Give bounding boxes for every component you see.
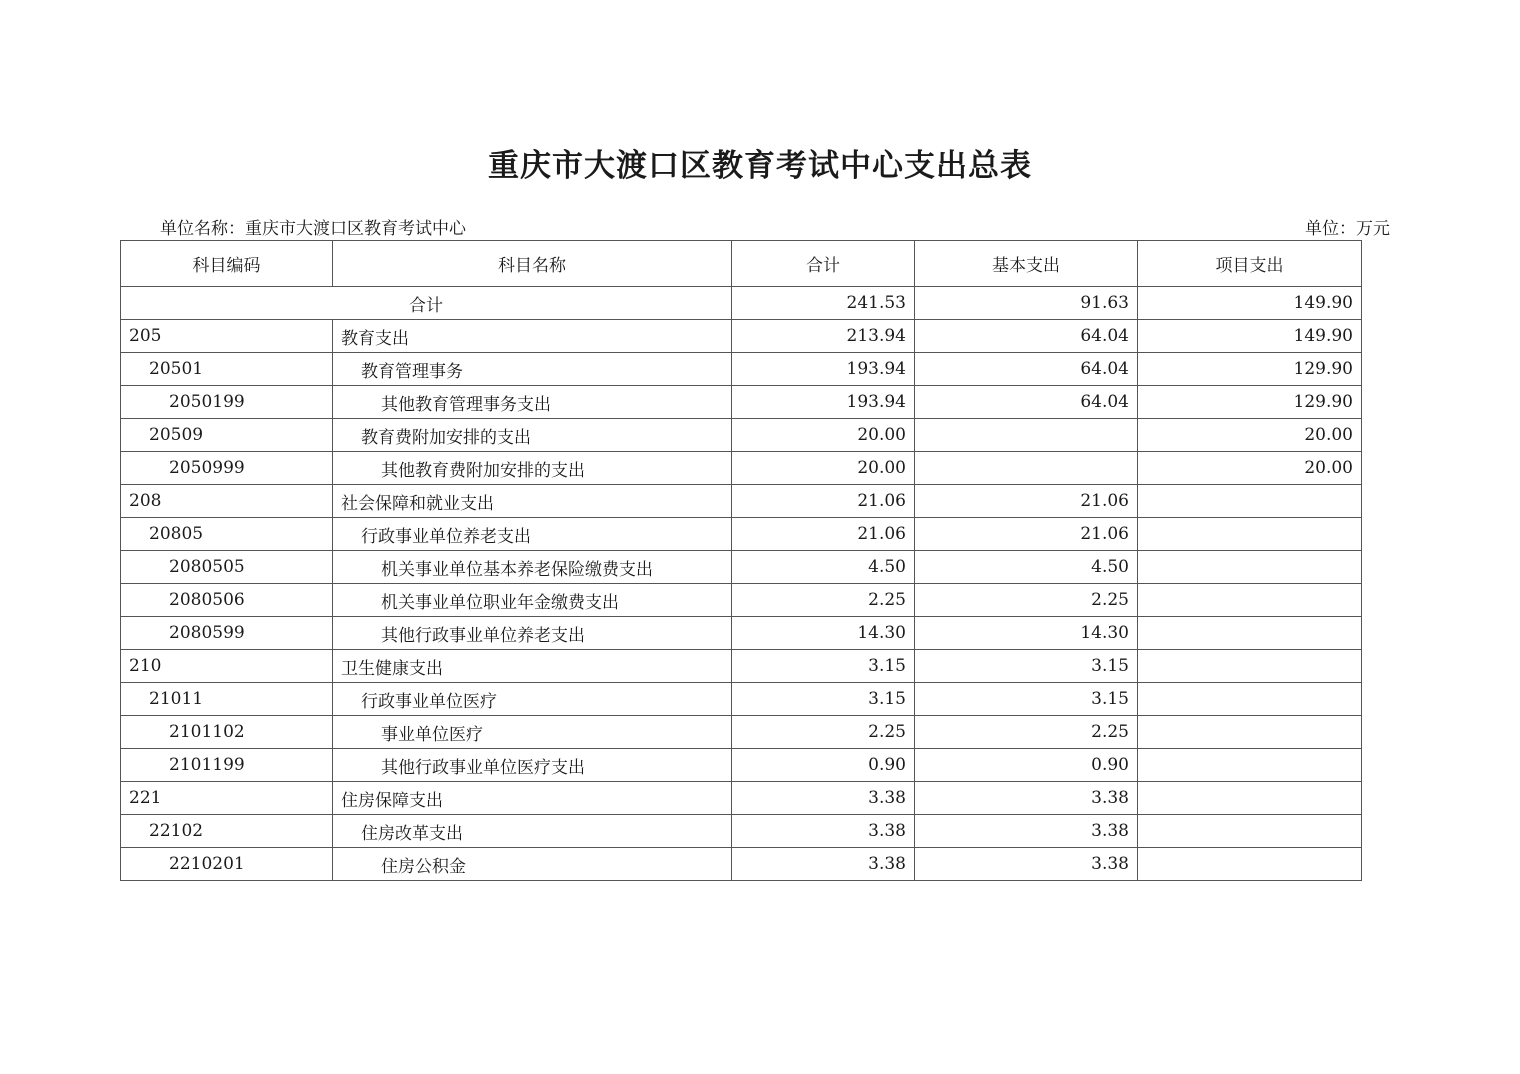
total-basic: 91.63: [915, 287, 1138, 320]
row-total: 3.15: [732, 650, 915, 683]
unit-name-label: 单位名称：重庆市大渡口区教育考试中心: [160, 219, 466, 239]
header-code: 科目编码: [121, 241, 333, 287]
row-total: 3.38: [732, 848, 915, 881]
row-project: [1138, 683, 1362, 716]
row-code: 21011: [121, 683, 333, 716]
row-total: 21.06: [732, 485, 915, 518]
table-row: [121, 353, 1362, 386]
table-row: [121, 683, 1362, 716]
table-row: [121, 518, 1362, 551]
row-total: 213.94: [732, 320, 915, 353]
row-code: 2050999: [121, 452, 333, 485]
row-name: 社会保障和就业支出: [333, 485, 732, 518]
row-basic: 3.38: [915, 782, 1138, 815]
table-row: [121, 650, 1362, 683]
row-name: 行政事业单位医疗: [333, 683, 732, 716]
total-row: [121, 287, 1362, 320]
table-row: [121, 485, 1362, 518]
row-name: 卫生健康支出: [333, 650, 732, 683]
row-project: [1138, 650, 1362, 683]
row-name: 事业单位医疗: [333, 716, 732, 749]
row-basic: 21.06: [915, 485, 1138, 518]
header-basic: 基本支出: [915, 241, 1138, 287]
row-total: 2.25: [732, 716, 915, 749]
row-project: [1138, 782, 1362, 815]
row-code: 2050199: [121, 386, 333, 419]
table-row: [121, 386, 1362, 419]
table-row: [121, 551, 1362, 584]
row-total: 3.38: [732, 815, 915, 848]
row-basic: 3.15: [915, 683, 1138, 716]
table-row: [121, 584, 1362, 617]
table-row: [121, 815, 1362, 848]
row-project: [1138, 485, 1362, 518]
row-code: 221: [121, 782, 333, 815]
row-basic: 64.04: [915, 386, 1138, 419]
row-project: 149.90: [1138, 320, 1362, 353]
row-total: 20.00: [732, 419, 915, 452]
table-row: [121, 617, 1362, 650]
header-name: 科目名称: [333, 241, 732, 287]
row-total: 193.94: [732, 386, 915, 419]
table-row: [121, 452, 1362, 485]
row-total: 14.30: [732, 617, 915, 650]
row-code: 205: [121, 320, 333, 353]
row-project: [1138, 815, 1362, 848]
total-project: 149.90: [1138, 287, 1362, 320]
row-basic: 4.50: [915, 551, 1138, 584]
row-project: 20.00: [1138, 419, 1362, 452]
expenditure-table: [120, 240, 1362, 881]
row-total: 2.25: [732, 584, 915, 617]
row-project: 129.90: [1138, 353, 1362, 386]
row-basic: 0.90: [915, 749, 1138, 782]
table-row: [121, 716, 1362, 749]
row-total: 3.38: [732, 782, 915, 815]
row-basic: 2.25: [915, 584, 1138, 617]
row-basic: 3.38: [915, 848, 1138, 881]
row-name: 住房改革支出: [333, 815, 732, 848]
row-name: 机关事业单位职业年金缴费支出: [333, 584, 732, 617]
row-basic: 2.25: [915, 716, 1138, 749]
table-row: [121, 782, 1362, 815]
row-name: 教育支出: [333, 320, 732, 353]
row-project: [1138, 518, 1362, 551]
row-basic: 3.38: [915, 815, 1138, 848]
row-code: 208: [121, 485, 333, 518]
unit-label: 单位：万元: [1305, 219, 1390, 239]
row-code: 2080505: [121, 551, 333, 584]
table-row: [121, 848, 1362, 881]
total-label: 合计: [121, 287, 732, 320]
row-project: [1138, 848, 1362, 881]
row-name: 其他教育管理事务支出: [333, 386, 732, 419]
row-project: [1138, 584, 1362, 617]
row-code: 2210201: [121, 848, 333, 881]
row-code: 20501: [121, 353, 333, 386]
row-name: 住房保障支出: [333, 782, 732, 815]
row-project: [1138, 749, 1362, 782]
row-basic: 3.15: [915, 650, 1138, 683]
row-code: 2080506: [121, 584, 333, 617]
row-basic: [915, 452, 1138, 485]
row-name: 其他教育费附加安排的支出: [333, 452, 732, 485]
row-code: 2101102: [121, 716, 333, 749]
row-code: 22102: [121, 815, 333, 848]
row-total: 0.90: [732, 749, 915, 782]
header-total: 合计: [732, 241, 915, 287]
row-name: 其他行政事业单位医疗支出: [333, 749, 732, 782]
row-code: 2080599: [121, 617, 333, 650]
row-code: 210: [121, 650, 333, 683]
row-basic: [915, 419, 1138, 452]
row-total: 21.06: [732, 518, 915, 551]
total-sum: 241.53: [732, 287, 915, 320]
row-total: 20.00: [732, 452, 915, 485]
row-basic: 14.30: [915, 617, 1138, 650]
row-basic: 64.04: [915, 320, 1138, 353]
row-project: [1138, 617, 1362, 650]
row-basic: 64.04: [915, 353, 1138, 386]
row-total: 4.50: [732, 551, 915, 584]
row-code: 20509: [121, 419, 333, 452]
row-project: [1138, 716, 1362, 749]
row-basic: 21.06: [915, 518, 1138, 551]
page-title: 重庆市大渡口区教育考试中心支出总表: [488, 148, 1032, 184]
table-header-row: [121, 241, 1362, 287]
row-project: 20.00: [1138, 452, 1362, 485]
row-total: 3.15: [732, 683, 915, 716]
row-code: 20805: [121, 518, 333, 551]
header-project: 项目支出: [1138, 241, 1362, 287]
row-code: 2101199: [121, 749, 333, 782]
row-total: 193.94: [732, 353, 915, 386]
row-name: 住房公积金: [333, 848, 732, 881]
row-name: 行政事业单位养老支出: [333, 518, 732, 551]
table-row: [121, 320, 1362, 353]
row-name: 机关事业单位基本养老保险缴费支出: [333, 551, 732, 584]
row-name: 教育费附加安排的支出: [333, 419, 732, 452]
row-project: [1138, 551, 1362, 584]
row-name: 教育管理事务: [333, 353, 732, 386]
row-name: 其他行政事业单位养老支出: [333, 617, 732, 650]
table-row: [121, 419, 1362, 452]
table-row: [121, 749, 1362, 782]
row-project: 129.90: [1138, 386, 1362, 419]
